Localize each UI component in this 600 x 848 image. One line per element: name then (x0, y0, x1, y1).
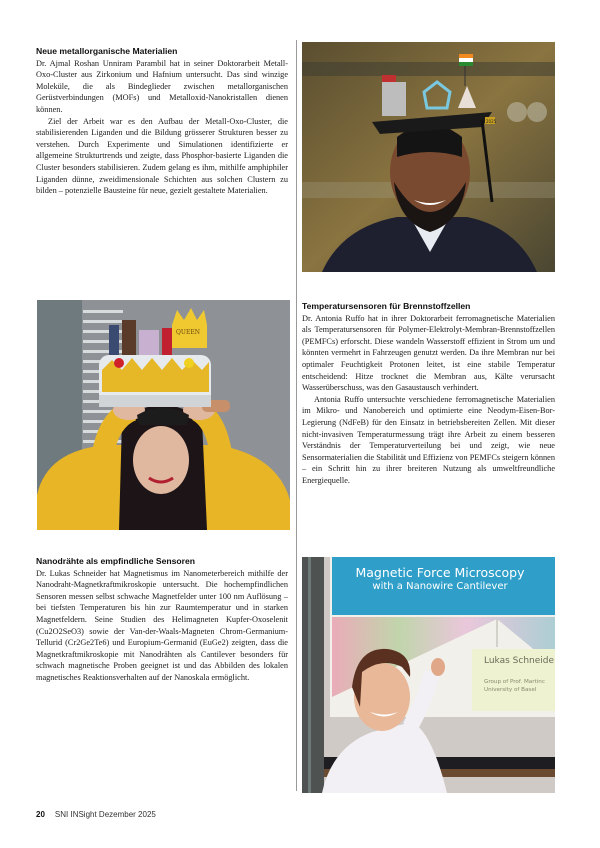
article-temperature-sensors (302, 301, 555, 487)
article-paragraph: Ziel der Arbeit war es den Aufbau der Metall-Oxo-Cluster, die stabilisierenden Liganden und die Bildung grösserer Strukturen besser zu verstehen. Durch Experimente und Simulationen identifizierte er allgemeine Strukturtrends und zeigte, dass Phosphor-basierte Liganden die Cluster besonders stabilisieren. Zudem gelang es ihm, mithilfe amphiphiler Liganden dünne, zweidimensionale Schichten aus solchen Clustern zu bilden – potenzielle Bausteine für neue, gezielt gestaltete Materialien. (36, 116, 288, 196)
page-number: 20 (36, 810, 45, 819)
article-metallorganic (36, 46, 288, 197)
slide-title-line-1: Magnetic Force Microscopy (355, 565, 525, 580)
photo-cake-hat (37, 300, 290, 530)
article-heading: Neue metallorganische Materialien (36, 46, 178, 56)
slide-affiliation-university: University of Basel (484, 687, 537, 693)
article-heading: Temperatursensoren für Brennstoffzellen (302, 301, 471, 311)
photo-presenter-slide (302, 557, 555, 793)
article-heading: Nanodrähte als empfindliche Sensoren (36, 556, 196, 566)
slide-title-line-2: with a Nanowire Cantilever (372, 581, 508, 592)
crown-text: QUEEN (176, 329, 200, 336)
photo-graduate-mortarboard (302, 42, 555, 272)
article-paragraph: Dr. Ajmal Roshan Unniram Parambil hat in seiner Doktorarbeit Metall-Oxo-Cluster aus Zirkonium und Hafnium untersucht. Das sind winzige Moleküle, die als Bindeglieder zwischen metallorganischen Gerüstverbindungen (MOFs) und Metalloxid-Nanokristallen dienen können. (36, 58, 288, 114)
column-divider (296, 40, 297, 791)
tassel-year: 2025 (486, 119, 497, 124)
article-nanowires (36, 556, 288, 684)
slide-title (330, 565, 550, 593)
page-footer (36, 810, 156, 819)
publication-name: SNI INSight Dezember 2025 (54, 810, 156, 819)
article-paragraph: Antonia Ruffo untersuchte verschiedene ferromagnetische Materialien im Mikro- und Nanobereich und optimierte eine Neodym-Eisen-Bor-Legierung (NdFeB) für den Einsatz in betriebsbereiten Zellen. Mit dieser nicht-invasiven Temperaturmessung trägt ihre Arbeit zu einem besseren Verständnis der Temperaturverteilung bei und zeigt, wie neue Sensormaterialien die Stabilität und Effizienz von PEMFCs steigern können – ein Schritt hin zu ihrer breiteren Nutzung als umweltfreundliche Energiequelle. (302, 394, 555, 485)
article-paragraph: Dr. Antonia Ruffo hat in ihrer Doktorarbeit ferromagnetische Materialien als Temperatursensoren für Polymer-Elektrolyt-Membran-Brennstoffzellen (PEMFCs) erforscht. Diese wandeln Wasserstoff effizient in Strom um und könnten vermehrt in Fahrzeugen genutzt werden. Da ihre Membran nur bei optimaler Feuchtigkeit Protonen leitet, ist eine stabile Temperatur entscheidend: Hitze trocknet die Membran aus, Kälte verursacht Wasserüberschuss, was den Gasaustausch verhindert. (302, 313, 555, 393)
slide-presenter-name: Lukas Schneide (484, 656, 555, 666)
article-paragraph: Dr. Lukas Schneider hat Magnetismus im Nanometerbereich mithilfe der Nanodraht-Magnetkraftmikroskopie untersucht. Die hochempfindlichen Sensoren messen selbst schwache Magnetfelder unter 100 nm Auflösung – bei tiefsten Temperaturen bis hin zur Raumtemperatur und in starken Magnetfeldern. Seine Studien des Helimagneten Kupfer-Oxoselenit (Cu2O2SeO3) sowie der Van-der-Waals-Magneten Chrom-Germanium-Tellurid (Cr2Ge2Te6) und Europium-Germanid (EuGe2) zeigten, dass die Magnetkraftmikroskopie mit Nanodrähten als Cantilever besonders für schwach magnetische Proben geeignet ist und das Abbilden des lokalen magnetisches Reaktionsverhalten auf der Nanoskala ermöglicht. (36, 568, 288, 682)
slide-affiliation-group: Group of Prof. Martinc (484, 679, 545, 685)
slide-affiliation (484, 678, 545, 694)
